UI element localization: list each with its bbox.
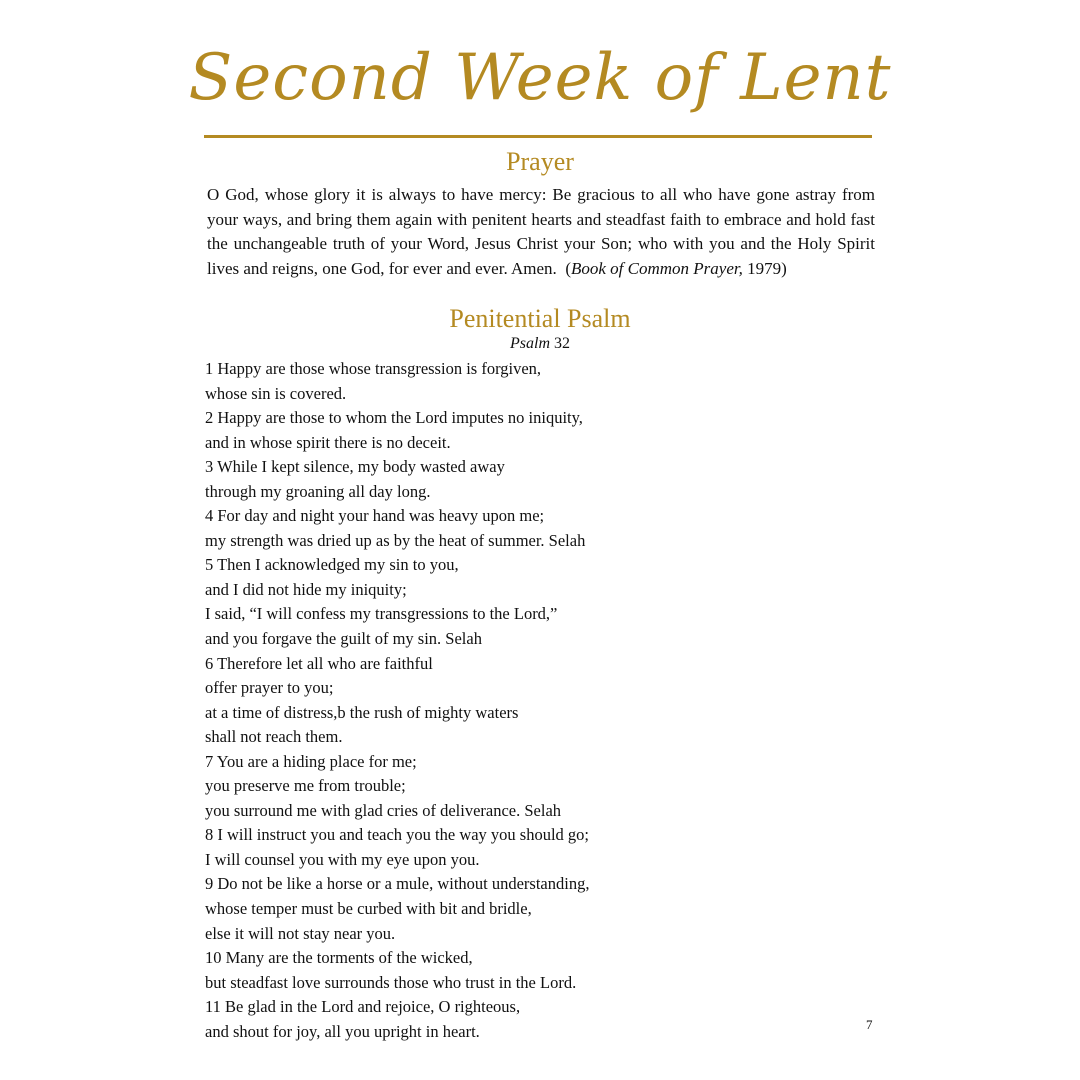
psalm-line: 10 Many are the torments of the wicked, — [205, 948, 473, 968]
citation-open: ( — [565, 258, 571, 278]
psalm-line: offer prayer to you; — [205, 678, 334, 698]
psalm-line: 1 Happy are those whose transgression is forgiven, — [205, 359, 542, 378]
psalm-reference-number: 32 — [554, 335, 570, 352]
psalm-line: through my groaning all day long. — [205, 481, 431, 501]
psalm-line: and in whose spirit there is no deceit. — [205, 432, 451, 452]
psalm-line: at a time of distress,b the rush of mighty waters — [205, 702, 519, 722]
psalm-line: you surround me with glad cries of deliverance. Selah — [205, 800, 562, 820]
psalm-line: 7 You are a hiding place for me; — [205, 751, 417, 771]
psalm-line: 8 I will instruct you and teach you the way you should go; — [205, 825, 590, 845]
prayer-heading: Prayer — [506, 147, 574, 176]
psalm-line: whose sin is covered. — [205, 383, 347, 403]
psalm-line: 11 Be glad in the Lord and rejoice, O righteous, — [205, 997, 521, 1017]
psalm-line: and I did not hide my iniquity; — [205, 579, 407, 599]
prayer-body: O God, whose glory it is always to have mercy: Be gracious to all who have gone astray from your ways, and bring them again with penitent hearts and steadfast faith to embrace and hold fast the unchangeable truth of your Word, Jesus Christ your Son; who with you and the Holy Spirit lives and reigns, one God, for ever and ever. Amen. — [207, 185, 875, 278]
psalm-line: 6 Therefore let all who are faithful — [205, 653, 433, 673]
page-number: 7 — [866, 1017, 873, 1032]
citation-title: Book of Common Prayer, — [570, 258, 743, 278]
title-divider — [204, 135, 872, 138]
psalm-reference-label: Psalm — [510, 335, 550, 352]
psalm-line: I said, “I will confess my transgressions to the Lord,” — [205, 604, 558, 624]
psalm-line: and shout for joy, all you upright in heart. — [205, 1021, 480, 1041]
psalm-line: else it will not stay near you. — [205, 923, 396, 943]
psalm-line: and you forgave the guilt of my sin. Selah — [205, 629, 482, 649]
page-title: Second Week of Lent — [188, 41, 892, 115]
psalm-line: whose temper must be curbed with bit and bridle, — [205, 899, 532, 919]
psalm-heading: Penitential Psalm — [449, 304, 631, 333]
psalm-line: 9 Do not be like a horse or a mule, without understanding, — [205, 874, 590, 894]
citation-year: 1979 — [747, 258, 782, 278]
psalm-verses — [205, 357, 845, 1044]
psalm-line: my strength was dried up as by the heat of summer. Selah — [205, 530, 586, 550]
citation-close: ) — [781, 258, 787, 278]
prayer-text — [207, 183, 875, 281]
psalm-line: shall not reach them. — [205, 727, 343, 747]
psalm-line: but steadfast love surrounds those who trust in the Lord. — [205, 972, 577, 992]
psalm-reference — [0, 333, 1080, 355]
psalm-line: 2 Happy are those to whom the Lord imputes no iniquity, — [205, 408, 583, 428]
psalm-line: 5 Then I acknowledged my sin to you, — [205, 555, 459, 575]
psalm-line: I will counsel you with my eye upon you. — [205, 849, 480, 869]
psalm-line: you preserve me from trouble; — [205, 776, 406, 796]
psalm-line: 3 While I kept silence, my body wasted away — [205, 457, 505, 477]
psalm-line: 4 For day and night your hand was heavy upon me; — [205, 506, 545, 526]
